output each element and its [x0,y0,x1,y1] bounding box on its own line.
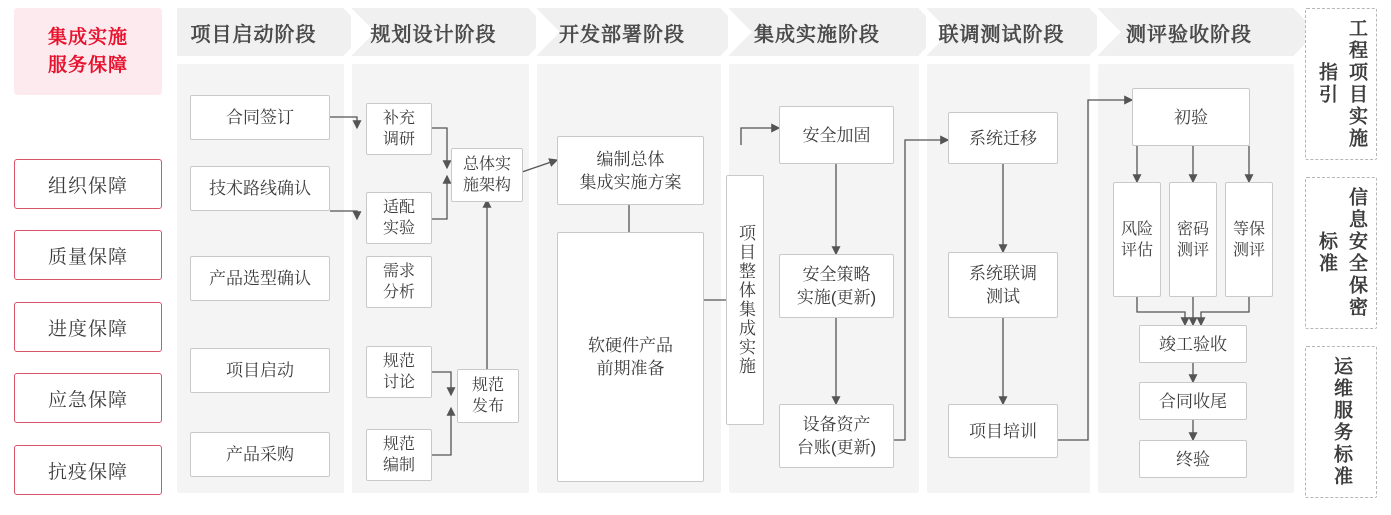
phase-header-3[interactable] [537,8,721,56]
node-label: 设备资产 [802,415,871,434]
node-label: 产品选型确认 [209,269,311,288]
node-label: 台账(更新) [796,438,877,457]
node-overall-project-integration[interactable] [726,175,764,425]
node-label: 软硬件产品 [588,336,673,355]
node-label: 分析 [382,284,415,301]
phase-header-4[interactable] [729,8,919,56]
phase-header-label: 开发部署阶段 [559,23,685,46]
node-overall-integration-plan[interactable] [557,136,704,205]
node-requirement-analysis[interactable] [366,256,432,308]
phase-header-label: 测评验收阶段 [1126,23,1252,46]
node-label: 适配 [382,199,415,216]
guarantee-item-label: 进度保障 [47,318,128,340]
standard-operation-maintenance-service[interactable] [1305,346,1377,498]
node-label: 系统迁移 [969,128,1037,148]
node-hardware-software-preparation[interactable] [557,232,704,482]
node-product-selection-confirm[interactable] [190,256,330,301]
guarantee-item-schedule[interactable] [14,302,162,352]
guarantee-item-label: 质量保障 [47,246,128,268]
node-system-joint-test[interactable] [948,252,1058,318]
service-guarantee-title [14,8,162,95]
node-label: 初验 [1174,107,1208,127]
node-label: 终验 [1176,449,1210,469]
service-guarantee-column [14,8,162,500]
phase-header-label: 集成实施阶段 [754,23,880,46]
guarantee-item-organization[interactable] [14,159,162,209]
guarantee-item-label: 组织保障 [47,175,128,197]
node-standard-release[interactable] [457,369,519,423]
node-classified-protection-evaluation[interactable] [1225,182,1273,297]
standard-label: 运维服务标准 [1331,356,1352,488]
guarantee-item-epidemic[interactable] [14,445,162,495]
node-label: 竣工验收 [1159,334,1227,354]
node-label: 产品采购 [226,445,294,464]
standard-label: 工程项目实施指引 [1316,18,1367,150]
node-label: 编制 [382,457,415,474]
phase-header-label: 项目启动阶段 [190,23,317,46]
standard-label: 信息安全保密标准 [1316,187,1367,319]
standard-engineering-project-guide[interactable] [1305,8,1377,160]
node-label: 项目启动 [226,361,294,380]
node-security-policy-implementation[interactable] [779,254,894,318]
node-label: 测试 [986,287,1020,306]
phase-header-label: 规划设计阶段 [370,23,497,46]
node-label: 实验 [382,220,415,237]
node-label: 实施(更新) [796,288,877,307]
node-label: 密码 [1176,220,1209,238]
node-label: 发布 [471,398,504,415]
node-label: 安全加固 [802,125,871,145]
node-cryptography-evaluation[interactable] [1169,182,1217,297]
phase-header-2[interactable] [352,8,529,56]
guarantee-item-label: 抗疫保障 [47,461,128,483]
node-label: 讨论 [382,374,415,391]
standard-information-security-confidentiality[interactable] [1305,177,1377,329]
node-label: 合同收尾 [1159,391,1227,411]
node-contract-closeout[interactable] [1139,382,1247,420]
node-label: 调研 [382,131,415,148]
node-security-hardening[interactable] [779,106,894,164]
node-project-training[interactable] [948,404,1058,458]
node-standard-drafting[interactable] [366,429,432,481]
node-label: 合同签订 [226,108,294,127]
node-supplementary-research[interactable] [366,103,432,155]
service-guarantee-title-line1: 集成实施 [47,26,128,48]
node-final-acceptance[interactable] [1139,440,1247,478]
node-label: 需求 [382,263,415,280]
node-label: 总体实 [462,156,511,173]
node-preliminary-acceptance[interactable] [1132,88,1250,146]
node-label: 技术路线确认 [209,179,311,198]
node-project-kickoff[interactable] [190,348,330,393]
guarantee-item-emergency[interactable] [14,373,162,423]
node-contract-signing[interactable] [190,95,330,140]
phase-header-label: 联调测试阶段 [938,23,1065,46]
node-standard-discussion[interactable] [366,346,432,398]
node-label: 项目培训 [969,421,1037,441]
node-label: 编制总体 [596,149,665,169]
node-label: 规范 [382,436,415,453]
node-label: 等保 [1232,220,1265,238]
node-label: 系统联调 [969,264,1037,283]
node-asset-ledger-update[interactable] [779,404,894,468]
node-product-procurement[interactable] [190,432,330,477]
node-label: 安全策略 [802,265,871,284]
node-label: 测评 [1232,241,1265,259]
guarantee-item-label: 应急保障 [47,389,128,411]
node-completion-acceptance[interactable] [1139,325,1247,363]
node-system-migration[interactable] [948,112,1058,164]
node-label: 风险 [1120,220,1153,238]
node-label: 评估 [1120,241,1153,259]
node-adaptation-experiment[interactable] [366,192,432,244]
node-label: 前期准备 [596,359,665,378]
phase-header-1[interactable] [177,8,344,56]
node-overall-implementation-architecture[interactable] [451,148,523,202]
node-label: 项目整体集成实施 [736,224,755,376]
phase-header-5[interactable] [927,8,1090,56]
node-label: 规范 [382,353,415,370]
node-label: 补充 [382,110,415,127]
node-risk-assessment[interactable] [1113,182,1161,297]
service-guarantee-title-line2: 服务保障 [47,54,128,76]
guarantee-item-quality[interactable] [14,230,162,280]
node-label: 规范 [471,377,504,394]
node-label: 测评 [1176,241,1209,259]
phase-header-6[interactable] [1098,8,1294,56]
node-label: 集成实施方案 [579,172,682,192]
node-tech-route-confirm[interactable] [190,166,330,211]
node-label: 施架构 [462,177,511,194]
